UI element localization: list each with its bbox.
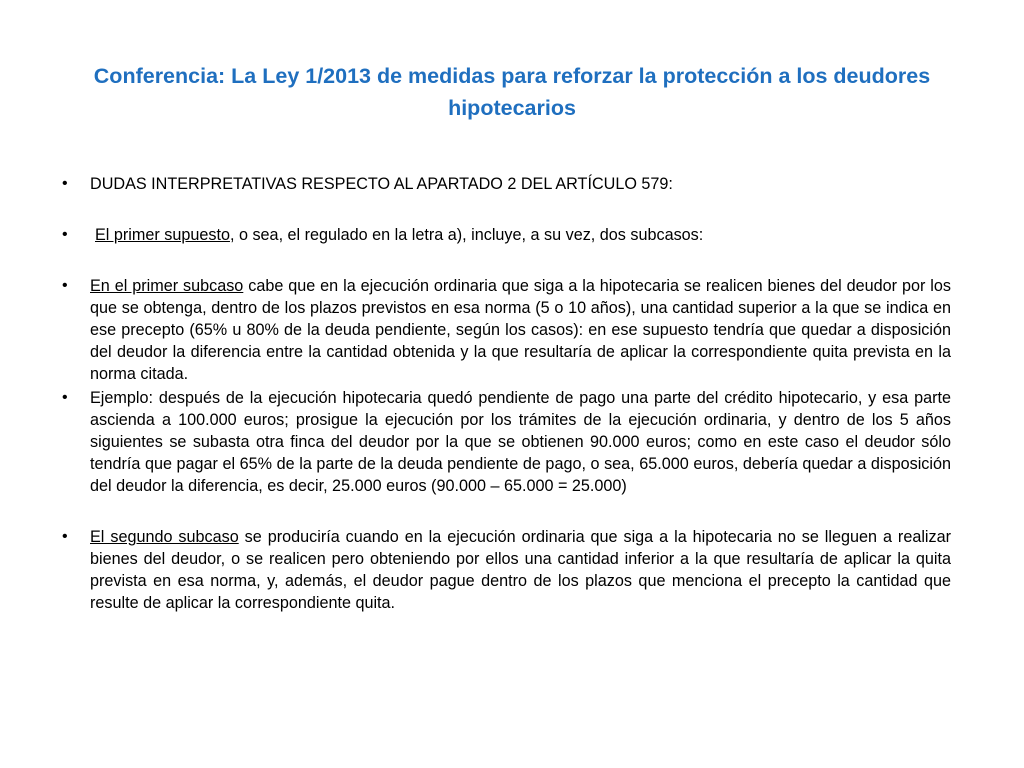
bullet-text: DUDAS INTERPRETATIVAS RESPECTO AL APARTADO 2 DEL ARTÍCULO 579: [90,175,673,193]
bullet-text: , o sea, el regulado en la letra a), incluye, a su vez, dos subcasos: [229,226,704,244]
bullet-icon: • [62,277,68,294]
bullet-icon: • [62,528,68,545]
bullet-item-2 [62,224,951,246]
slide-title: Conferencia: La Ley 1/2013 de medidas para reforzar la protección a los deudores hipotecarios [93,64,931,120]
bullet-underlined-text: El segundo subcaso [90,528,239,546]
bullet-text: Ejemplo: después de la ejecución hipotecaria quedó pendiente de pago una parte del crédito hipotecario, y esa parte ascienda a 100.000 euros; prosigue la ejecución por los trámites de la ejecución ordinaria, y dentro de los 5 años siguientes se subasta otra finca del deudor por la que se obtienen 90.000 euros; como en este caso el deudor sólo tendría que pagar el 65% de la parte de la deuda pendiente de pago, o sea, 65.000 euros, debería quedar a disposición del deudor la diferencia, es decir, 25.000 euros (90.000 – 65.000 = 25.000) [90,389,951,495]
bullet-item-5 [62,526,952,614]
bullet-icon: • [62,389,68,406]
bullet-text: se produciría cuando en la ejecución ordinaria que siga a la hipotecaria no se lleguen a realizar bienes del deudor, o se realicen pero obteniendo por ellos una cantidad inferior a la que resultaría de aplicar la quita prevista en esa norma, y, además, el deudor pague dentro de los plazos que menciona el precepto la cantidad que resulte de aplicar la correspondiente quita. [90,528,952,612]
bullet-text: cabe que en la ejecución ordinaria que siga a la hipotecaria se realicen bienes del deudor por los que se obtenga, dentro de los plazos previstos en esa norma (5 o 10 años), una cantidad superior a la que se indica en ese precepto (65% u 80% de la deuda pendiente, según los casos): en ese supuesto tendría que quedar a disposición del deudor la diferencia entre la cantidad obtenida y la que resultaría de aplicar la correspondiente quita prevista en la norma citada. [90,277,951,383]
bullet-item-1 [62,173,951,195]
bullet-item-3 [62,275,951,385]
bullet-icon: • [62,175,68,192]
bullet-underlined-text: El primer supuesto [95,226,230,244]
bullet-item-4 [62,387,951,497]
bullet-underlined-text: En el primer subcaso [90,277,244,295]
bullet-icon: • [62,226,68,243]
bullet-list [62,173,952,614]
